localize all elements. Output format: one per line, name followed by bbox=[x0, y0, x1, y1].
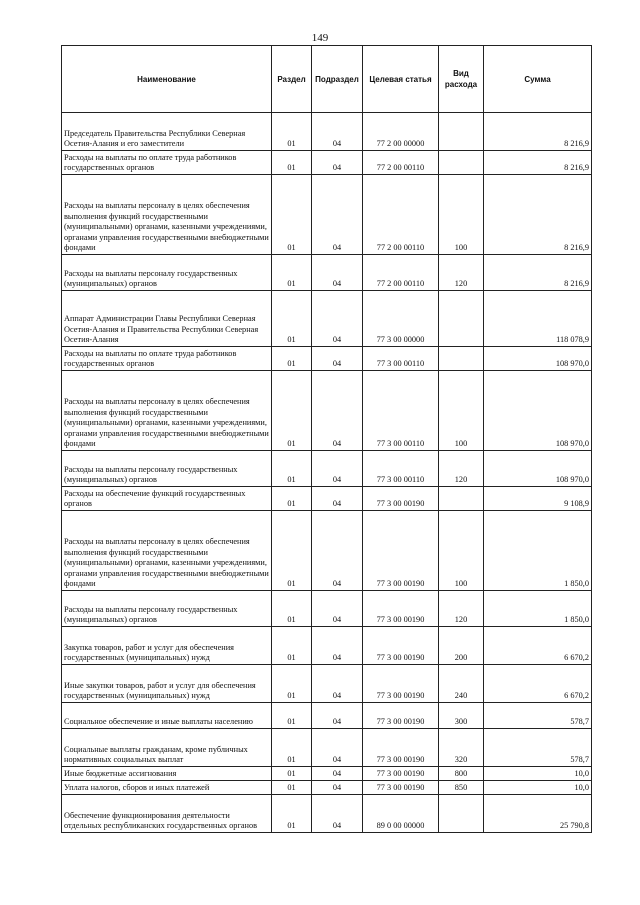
row-section: 01 bbox=[272, 781, 312, 795]
row-target: 89 0 00 00000 bbox=[363, 795, 439, 833]
row-subsection: 04 bbox=[312, 795, 363, 833]
header-name: Наименование bbox=[62, 46, 272, 113]
row-target: 77 3 00 00190 bbox=[363, 703, 439, 729]
row-expense-type bbox=[439, 291, 484, 347]
table-row bbox=[62, 781, 592, 795]
row-section: 01 bbox=[272, 665, 312, 703]
table-row bbox=[62, 591, 592, 627]
row-amount: 8 216,9 bbox=[484, 113, 592, 151]
table-row bbox=[62, 113, 592, 151]
row-section: 01 bbox=[272, 451, 312, 487]
row-subsection: 04 bbox=[312, 767, 363, 781]
row-name: Расходы на выплаты персоналу государственных (муниципальных) органов bbox=[62, 591, 272, 627]
row-expense-type bbox=[439, 347, 484, 371]
table-row bbox=[62, 703, 592, 729]
row-target: 77 3 00 00190 bbox=[363, 591, 439, 627]
row-name: Расходы на выплаты персоналу в целях обеспечения выполнения функций государственными (муниципальными) органами, казенными учреждениями, органами управления государственными внебюджетными фондами bbox=[62, 511, 272, 591]
header-target: Целевая статья bbox=[363, 46, 439, 113]
table-row bbox=[62, 487, 592, 511]
row-expense-type: 240 bbox=[439, 665, 484, 703]
row-name: Социальные выплаты гражданам, кроме публичных нормативных социальных выплат bbox=[62, 729, 272, 767]
row-section: 01 bbox=[272, 627, 312, 665]
row-subsection: 04 bbox=[312, 627, 363, 665]
row-section: 01 bbox=[272, 113, 312, 151]
row-section: 01 bbox=[272, 151, 312, 175]
row-target: 77 3 00 00110 bbox=[363, 347, 439, 371]
row-subsection: 04 bbox=[312, 113, 363, 151]
row-section: 01 bbox=[272, 371, 312, 451]
row-name: Обеспечение функционирования деятельности отдельных республиканских государственных органов bbox=[62, 795, 272, 833]
row-expense-type: 100 bbox=[439, 511, 484, 591]
row-subsection: 04 bbox=[312, 291, 363, 347]
table-row bbox=[62, 291, 592, 347]
table-row bbox=[62, 767, 592, 781]
row-expense-type: 120 bbox=[439, 591, 484, 627]
table-row bbox=[62, 627, 592, 665]
row-subsection: 04 bbox=[312, 175, 363, 255]
row-amount: 108 970,0 bbox=[484, 451, 592, 487]
row-name: Аппарат Администрации Главы Республики Северная Осетия-Алания и Правительства Республики Северная Осетия-Алания bbox=[62, 291, 272, 347]
row-name: Закупка товаров, работ и услуг для обеспечения государственных (муниципальных) нужд bbox=[62, 627, 272, 665]
row-subsection: 04 bbox=[312, 347, 363, 371]
row-subsection: 04 bbox=[312, 703, 363, 729]
row-expense-type: 100 bbox=[439, 371, 484, 451]
table-row bbox=[62, 729, 592, 767]
row-name: Расходы на выплаты персоналу государственных (муниципальных) органов bbox=[62, 451, 272, 487]
table-row bbox=[62, 795, 592, 833]
row-amount: 8 216,9 bbox=[484, 175, 592, 255]
row-target: 77 3 00 00190 bbox=[363, 781, 439, 795]
row-subsection: 04 bbox=[312, 451, 363, 487]
row-subsection: 04 bbox=[312, 665, 363, 703]
row-subsection: 04 bbox=[312, 591, 363, 627]
table-row bbox=[62, 347, 592, 371]
row-expense-type: 120 bbox=[439, 451, 484, 487]
table-row bbox=[62, 511, 592, 591]
row-section: 01 bbox=[272, 255, 312, 291]
row-expense-type: 800 bbox=[439, 767, 484, 781]
row-name: Иные закупки товаров, работ и услуг для обеспечения государственных (муниципальных) нужд bbox=[62, 665, 272, 703]
row-section: 01 bbox=[272, 591, 312, 627]
table-row bbox=[62, 151, 592, 175]
row-amount: 578,7 bbox=[484, 703, 592, 729]
row-section: 01 bbox=[272, 175, 312, 255]
row-target: 77 2 00 00110 bbox=[363, 175, 439, 255]
row-target: 77 3 00 00190 bbox=[363, 627, 439, 665]
row-target: 77 3 00 00190 bbox=[363, 511, 439, 591]
row-amount: 118 078,9 bbox=[484, 291, 592, 347]
row-expense-type: 300 bbox=[439, 703, 484, 729]
header-subsection: Подраздел bbox=[312, 46, 363, 113]
row-amount: 9 108,9 bbox=[484, 487, 592, 511]
row-name: Расходы на обеспечение функций государственных органов bbox=[62, 487, 272, 511]
row-target: 77 3 00 00190 bbox=[363, 487, 439, 511]
row-section: 01 bbox=[272, 729, 312, 767]
row-expense-type: 200 bbox=[439, 627, 484, 665]
row-expense-type bbox=[439, 795, 484, 833]
row-name: Социальное обеспечение и иные выплаты населению bbox=[62, 703, 272, 729]
row-expense-type bbox=[439, 113, 484, 151]
row-subsection: 04 bbox=[312, 487, 363, 511]
row-name: Расходы на выплаты персоналу в целях обеспечения выполнения функций государственными (муниципальными) органами, казенными учреждениями, органами управления государственными внебюджетными фондами bbox=[62, 175, 272, 255]
row-section: 01 bbox=[272, 767, 312, 781]
row-name: Расходы на выплаты по оплате труда работников государственных органов bbox=[62, 347, 272, 371]
row-amount: 10,0 bbox=[484, 781, 592, 795]
row-expense-type: 320 bbox=[439, 729, 484, 767]
row-amount: 8 216,9 bbox=[484, 255, 592, 291]
row-name: Расходы на выплаты персоналу в целях обеспечения выполнения функций государственными (муниципальными) органами, казенными учреждениями, органами управления государственными внебюджетными фондами bbox=[62, 371, 272, 451]
row-target: 77 2 00 00000 bbox=[363, 113, 439, 151]
row-target: 77 3 00 00000 bbox=[363, 291, 439, 347]
row-amount: 25 790,8 bbox=[484, 795, 592, 833]
table-row bbox=[62, 175, 592, 255]
row-section: 01 bbox=[272, 511, 312, 591]
row-name: Иные бюджетные ассигнования bbox=[62, 767, 272, 781]
budget-table bbox=[61, 45, 592, 833]
row-section: 01 bbox=[272, 487, 312, 511]
row-target: 77 3 00 00190 bbox=[363, 729, 439, 767]
page-number: 149 bbox=[311, 32, 329, 44]
header-section: Раздел bbox=[272, 46, 312, 113]
row-expense-type bbox=[439, 487, 484, 511]
row-name: Председатель Правительства Республики Северная Осетия-Алания и его заместители bbox=[62, 113, 272, 151]
row-target: 77 3 00 00110 bbox=[363, 371, 439, 451]
table-row bbox=[62, 451, 592, 487]
row-subsection: 04 bbox=[312, 781, 363, 795]
row-subsection: 04 bbox=[312, 729, 363, 767]
row-subsection: 04 bbox=[312, 255, 363, 291]
row-expense-type: 120 bbox=[439, 255, 484, 291]
row-subsection: 04 bbox=[312, 151, 363, 175]
row-amount: 108 970,0 bbox=[484, 371, 592, 451]
header-expense-type: Вид расхода bbox=[439, 46, 484, 113]
table-row bbox=[62, 255, 592, 291]
row-amount: 578,7 bbox=[484, 729, 592, 767]
row-amount: 8 216,9 bbox=[484, 151, 592, 175]
header-amount: Сумма bbox=[484, 46, 592, 113]
row-subsection: 04 bbox=[312, 511, 363, 591]
row-name: Расходы на выплаты по оплате труда работников государственных органов bbox=[62, 151, 272, 175]
row-section: 01 bbox=[272, 795, 312, 833]
row-amount: 1 850,0 bbox=[484, 591, 592, 627]
row-expense-type: 100 bbox=[439, 175, 484, 255]
row-amount: 6 670,2 bbox=[484, 665, 592, 703]
row-target: 77 3 00 00190 bbox=[363, 767, 439, 781]
row-section: 01 bbox=[272, 347, 312, 371]
row-subsection: 04 bbox=[312, 371, 363, 451]
row-amount: 1 850,0 bbox=[484, 511, 592, 591]
table-header-row bbox=[62, 46, 592, 113]
row-amount: 10,0 bbox=[484, 767, 592, 781]
row-name: Расходы на выплаты персоналу государственных (муниципальных) органов bbox=[62, 255, 272, 291]
table-row bbox=[62, 371, 592, 451]
row-amount: 108 970,0 bbox=[484, 347, 592, 371]
row-amount: 6 670,2 bbox=[484, 627, 592, 665]
row-name: Уплата налогов, сборов и иных платежей bbox=[62, 781, 272, 795]
row-target: 77 3 00 00190 bbox=[363, 665, 439, 703]
row-target: 77 2 00 00110 bbox=[363, 151, 439, 175]
row-target: 77 2 00 00110 bbox=[363, 255, 439, 291]
row-section: 01 bbox=[272, 291, 312, 347]
table-row bbox=[62, 665, 592, 703]
row-section: 01 bbox=[272, 703, 312, 729]
row-expense-type bbox=[439, 151, 484, 175]
row-expense-type: 850 bbox=[439, 781, 484, 795]
row-target: 77 3 00 00110 bbox=[363, 451, 439, 487]
